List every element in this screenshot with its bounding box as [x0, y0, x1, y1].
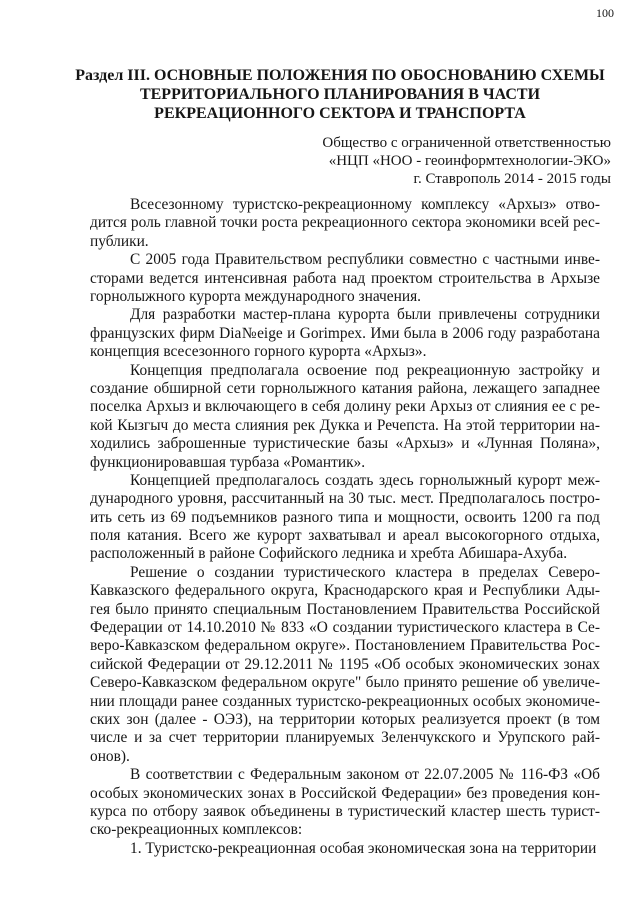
paragraph-line: ских зон (далее - ОЭЗ), на территории которых реализуется проект (в том	[90, 711, 600, 729]
organization-subtitle: «НЦП «НОО - геоинформтехнологии-ЭКО»	[328, 153, 611, 169]
paragraph-line: расположенный в районе Софийского ледника и хребта Абишара-Ахуба.	[90, 545, 568, 563]
paragraph-line: веро-Кавказском федеральном округе». Постановлением Правительства Рос-	[90, 637, 600, 655]
section-heading	[60, 66, 620, 123]
paragraph-line: Федерации от 14.10.2010 № 833 «О создании туристического кластера в Се-	[90, 619, 600, 637]
paragraph-line: функционировавшая турбаза «Романтик».	[90, 453, 366, 471]
paragraph-line: ско-рекреационных комплексов:	[90, 821, 303, 839]
paragraph-line: нии площади ранее созданных туристско-рекреационных особых экономиче-	[90, 692, 600, 710]
paragraph-line: Решение о создании туристического кластера в пределах Северо-	[130, 563, 600, 581]
paragraph-line: кой Кызгыч до места слияния рек Дукка и Речепста. На этой территории на-	[90, 416, 600, 434]
paragraph-line: Северо-Кавказском федеральном округе" было принято решение об увеличе-	[90, 674, 600, 692]
paragraph-line: Всесезонному туристско-рекреационному комплексу «Архыз» отво-	[130, 196, 600, 213]
paragraph-line: курса по отбору заявок объединены в туристический кластер шесть турист-	[90, 802, 600, 820]
paragraph-line: сийской Федерации от 29.12.2011 № 1195 «Об особых экономических зонах	[90, 655, 600, 673]
heading-line: Раздел III. ОСНОВНЫЕ ПОЛОЖЕНИЯ ПО ОБОСНОВАНИЮ СХЕМЫ	[75, 67, 605, 84]
paragraph-line: дится роль главной точки роста рекреационного сектора экономики всей рес-	[90, 214, 600, 232]
paragraph-line: концепция всесезонного горного курорта «Архыз».	[90, 343, 427, 361]
paragraph-line: сторами ведется интенсивная работа над проектом строительства в Архызе	[90, 269, 600, 287]
paragraph-line: французских фирм Dia№eige и Gorimpex. Ими была в 2006 году разработана	[90, 324, 600, 342]
paragraph-line: создание обширной сети горнолыжного катания района, лежащего западнее	[90, 379, 600, 397]
paragraph-line: публики.	[90, 232, 149, 250]
heading-line: РЕКРЕАЦИОННОГО СЕКТОРА И ТРАНСПОРТА	[154, 105, 526, 122]
paragraph-line: поселка Архыз и включающего в себя долину реки Архыз от слияния ее с ре-	[90, 398, 600, 416]
page-number: 100	[596, 6, 614, 20]
paragraph-line: Концепцией предполагалось создать здесь горнолыжный курорт меж-	[130, 471, 600, 489]
paragraph-line: дународного уровня, рассчитанный на 30 тыс. мест. Предполагалось постро-	[90, 490, 600, 508]
paragraph-line: ить сеть из 69 подъемников разного типа и мощности, освоить 1200 га под	[90, 508, 600, 526]
city-and-years: г. Ставрополь 2014 - 2015 годы	[413, 171, 611, 187]
paragraph-line: особых экономических зонах в Российской Федерации» без проведения кон-	[90, 784, 600, 802]
paragraph-line: поля катания. Всего же курорт захватывал и ареал высокогорного отдыха,	[90, 527, 600, 545]
paragraph-line: Концепция предполагала освоение под рекреационную застройку и	[130, 361, 600, 379]
paragraph-line: числе и за счет территории планируемых Зеленчукского и Урупского рай-	[90, 729, 600, 747]
paragraph-line: В соответствии с Федеральным законом от 22.07.2005 № 116-ФЗ «Об	[130, 766, 600, 784]
paragraph-line: Для разработки мастер-плана курорта были привлечены сотрудники	[130, 306, 600, 324]
organization-block	[322, 134, 611, 188]
paragraph-line: гея было принято специальным Постановлением Правительства Российской	[90, 600, 600, 618]
heading-line: ТЕРРИТОРИАЛЬНОГО ПЛАНИРОВАНИЯ В ЧАСТИ	[139, 86, 541, 103]
paragraph-line: онов).	[90, 747, 130, 765]
organization-name: Общество с ограниченной ответственностью	[322, 135, 611, 151]
paragraph-line: Кавказского федерального округа, Краснодарского края и Республики Ады-	[90, 582, 600, 600]
paragraph-line: 1. Туристско-рекреационная особая экономическая зона на территории	[130, 839, 597, 857]
paragraph-line: С 2005 года Правительством республики совместно с частными инве-	[130, 251, 600, 269]
paragraph-line: горнолыжного курорта международного значения.	[90, 287, 422, 305]
paragraph-line: ходились заброшенные туристические базы «Архыз» и «Лунная Поляна»,	[90, 435, 600, 453]
body-text	[90, 196, 600, 858]
